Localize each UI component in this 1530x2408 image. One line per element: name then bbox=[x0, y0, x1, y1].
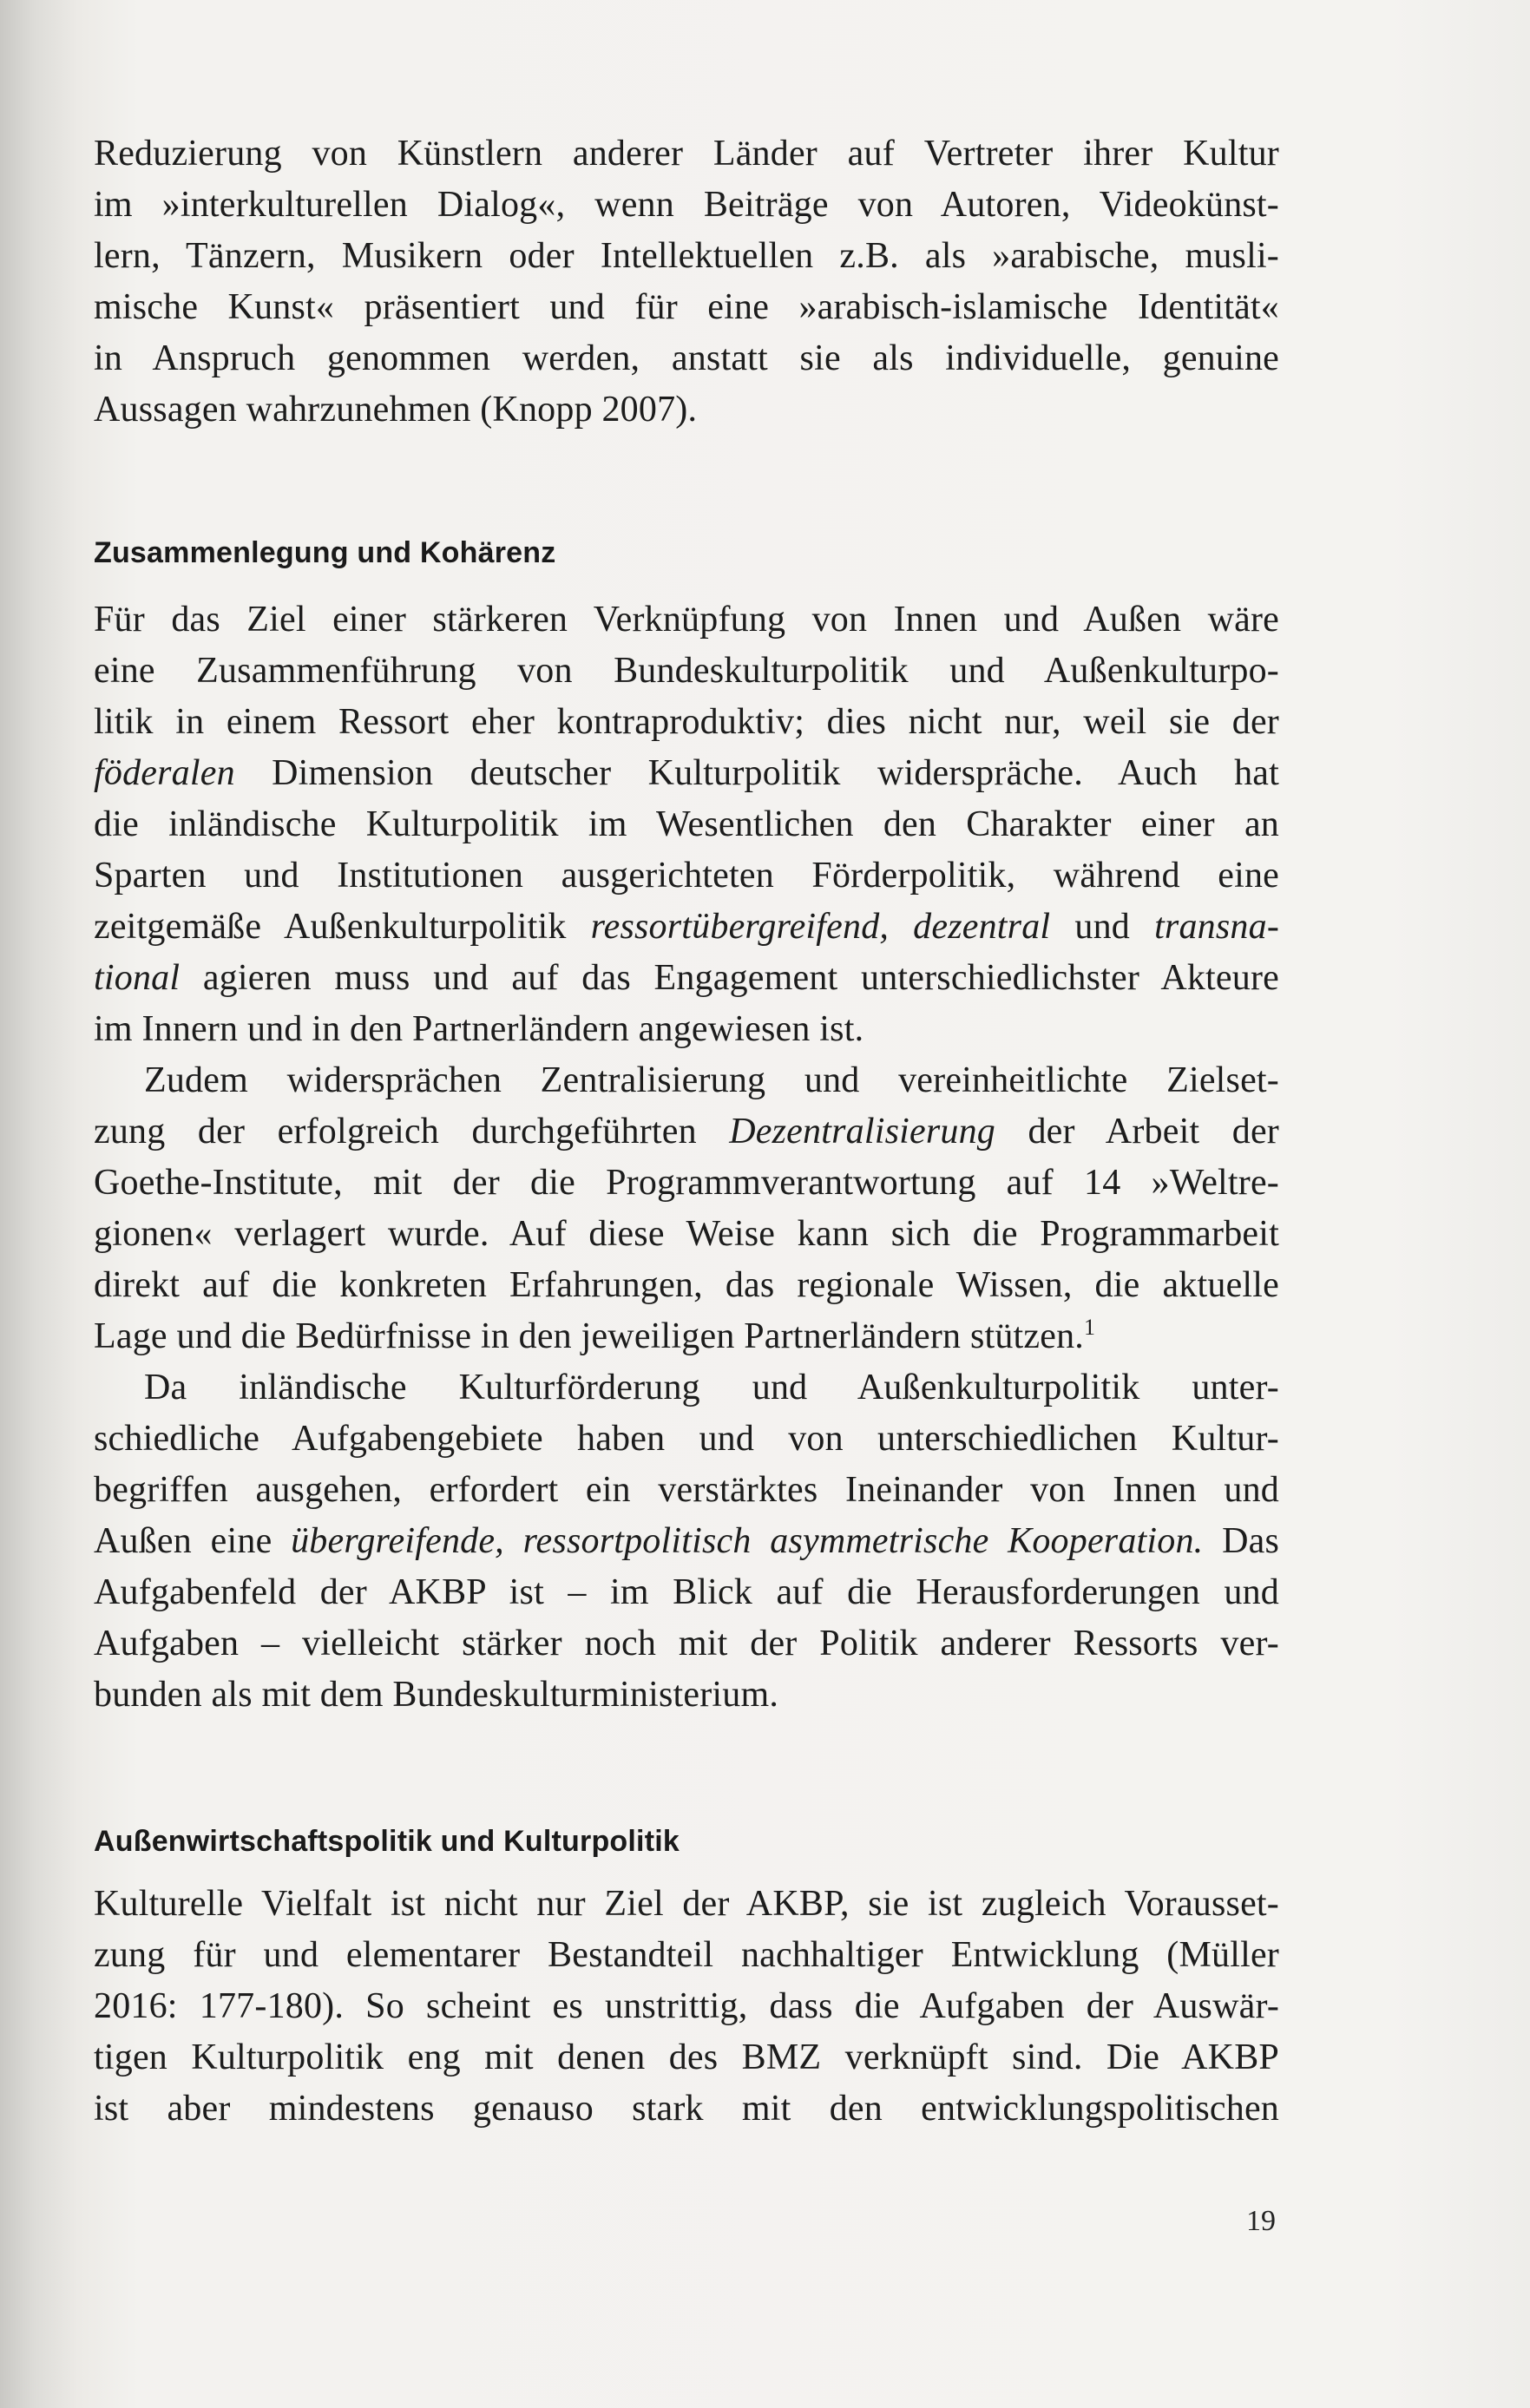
section-body bbox=[94, 1879, 1279, 2135]
text-run: der Arbeit der bbox=[995, 1112, 1279, 1152]
text-line: mische Kunst« präsentiert und für eine »arabisch-islamische Identität« bbox=[94, 287, 1279, 327]
text-run: Lage und die Bedürfnisse in den jeweiligen Partnerländern stützen. bbox=[94, 1316, 1085, 1356]
text-line: Sparten und Institutionen ausgerichteten Förderpolitik, während eine bbox=[94, 856, 1279, 896]
text-line bbox=[94, 1516, 1279, 1567]
text-line bbox=[94, 902, 1279, 953]
italic-term: föderalen bbox=[94, 753, 235, 793]
text-line: gionen« verlagert wurde. Auf diese Weise kann sich die Programmarbeit bbox=[94, 1214, 1279, 1254]
text-run: Dimension deutscher Kulturpolitik widerspräche. Auch hat bbox=[234, 753, 1279, 793]
text-line: Zudem widersprächen Zentralisierung und vereinheitlichte Zielset- bbox=[144, 1060, 1279, 1100]
text-line: in Anspruch genommen werden, anstatt sie als individuelle, genuine bbox=[94, 338, 1279, 378]
text-line: Goethe-Institute, mit der die Programmverantwortung auf 14 »Weltre- bbox=[94, 1163, 1279, 1203]
italic-term: ressortübergreifend, dezentral bbox=[590, 907, 1051, 947]
text-line: Aufgabenfeld der AKBP ist – im Blick auf die Herausforderungen und bbox=[94, 1572, 1279, 1612]
section-body bbox=[94, 594, 1279, 1721]
section-heading: Zusammenlegung und Kohärenz bbox=[94, 536, 556, 569]
text-line bbox=[94, 1106, 1279, 1158]
paragraph bbox=[94, 1879, 1279, 2135]
paragraph bbox=[94, 1362, 1279, 1721]
text-run: Das bbox=[1203, 1521, 1279, 1561]
text-line: eine Zusammenführung von Bundeskulturpolitik und Außenkulturpo- bbox=[94, 651, 1279, 691]
text-line: schiedliche Aufgabengebiete haben und von unterschiedlichen Kultur- bbox=[94, 1419, 1279, 1459]
text-run: agieren muss und auf das Engagement unterschiedlichster Akteure bbox=[180, 958, 1279, 998]
paragraph bbox=[94, 1055, 1279, 1362]
paragraph bbox=[94, 594, 1279, 1055]
page-number: 19 bbox=[1246, 2205, 1276, 2237]
italic-term: transna- bbox=[1154, 907, 1280, 947]
text-line: Aufgaben – vielleicht stärker noch mit der Politik anderer Ressorts ver- bbox=[94, 1624, 1279, 1663]
text-line: begriffen ausgehen, erfordert ein verstärktes Ineinander von Innen und bbox=[94, 1470, 1279, 1510]
text-line: 2016: 177-180). So scheint es unstrittig, dass die Aufgaben der Auswär- bbox=[94, 1986, 1279, 2026]
text-line: Da inländische Kulturförderung und Außenkulturpolitik unter- bbox=[144, 1368, 1279, 1407]
text-run: zeitgemäße Außenkulturpolitik bbox=[94, 907, 591, 947]
text-run: und bbox=[1050, 907, 1155, 947]
text-line: Reduzierung von Künstlern anderer Länder auf Vertreter ihrer Kultur bbox=[94, 134, 1279, 174]
text-line bbox=[94, 953, 1279, 1004]
text-line: im »interkulturellen Dialog«, wenn Beiträge von Autoren, Videokünst- bbox=[94, 185, 1279, 225]
text-line: im Innern und in den Partnerländern angewiesen ist. bbox=[94, 1009, 864, 1049]
text-line: tigen Kulturpolitik eng mit denen des BMZ verknüpft sind. Die AKBP bbox=[94, 2037, 1279, 2077]
text-line: zung für und elementarer Bestandteil nachhaltiger Entwicklung (Müller bbox=[94, 1935, 1279, 1975]
text-line: lern, Tänzern, Musikern oder Intellektuellen z.B. als »arabische, musli- bbox=[94, 236, 1279, 276]
italic-term: übergreifende, ressortpolitisch asymmetrische Kooperation. bbox=[291, 1521, 1204, 1561]
italic-term: Dezentralisierung bbox=[729, 1112, 995, 1152]
text-line bbox=[94, 748, 1279, 799]
text-line bbox=[94, 1311, 1279, 1362]
text-run: zung der erfolgreich durchgeführten bbox=[94, 1112, 730, 1152]
italic-term: tional bbox=[94, 958, 181, 998]
text-line: Für das Ziel einer stärkeren Verknüpfung von Innen und Außen wäre bbox=[94, 600, 1279, 640]
text-line: Kulturelle Vielfalt ist nicht nur Ziel der AKBP, sie ist zugleich Vorausset- bbox=[94, 1884, 1279, 1924]
footnote-marker[interactable]: 1 bbox=[1084, 1315, 1096, 1340]
text-line: Aussagen wahrzunehmen (Knopp 2007). bbox=[94, 390, 698, 430]
text-line: litik in einem Ressort eher kontraproduktiv; dies nicht nur, weil sie der bbox=[94, 702, 1279, 742]
text-line: die inländische Kulturpolitik im Wesentlichen den Charakter einer an bbox=[94, 804, 1279, 844]
text-run: Außen eine bbox=[94, 1521, 292, 1561]
text-line: ist aber mindestens genauso stark mit den entwicklungspolitischen bbox=[94, 2089, 1279, 2129]
text-line: direkt auf die konkreten Erfahrungen, das regionale Wissen, die aktuelle bbox=[94, 1265, 1279, 1305]
text-line: bunden als mit dem Bundeskulturministerium. bbox=[94, 1675, 779, 1715]
intro-paragraph bbox=[94, 128, 1279, 436]
section-heading: Außenwirtschaftspolitik und Kulturpolitik bbox=[94, 1825, 680, 1858]
